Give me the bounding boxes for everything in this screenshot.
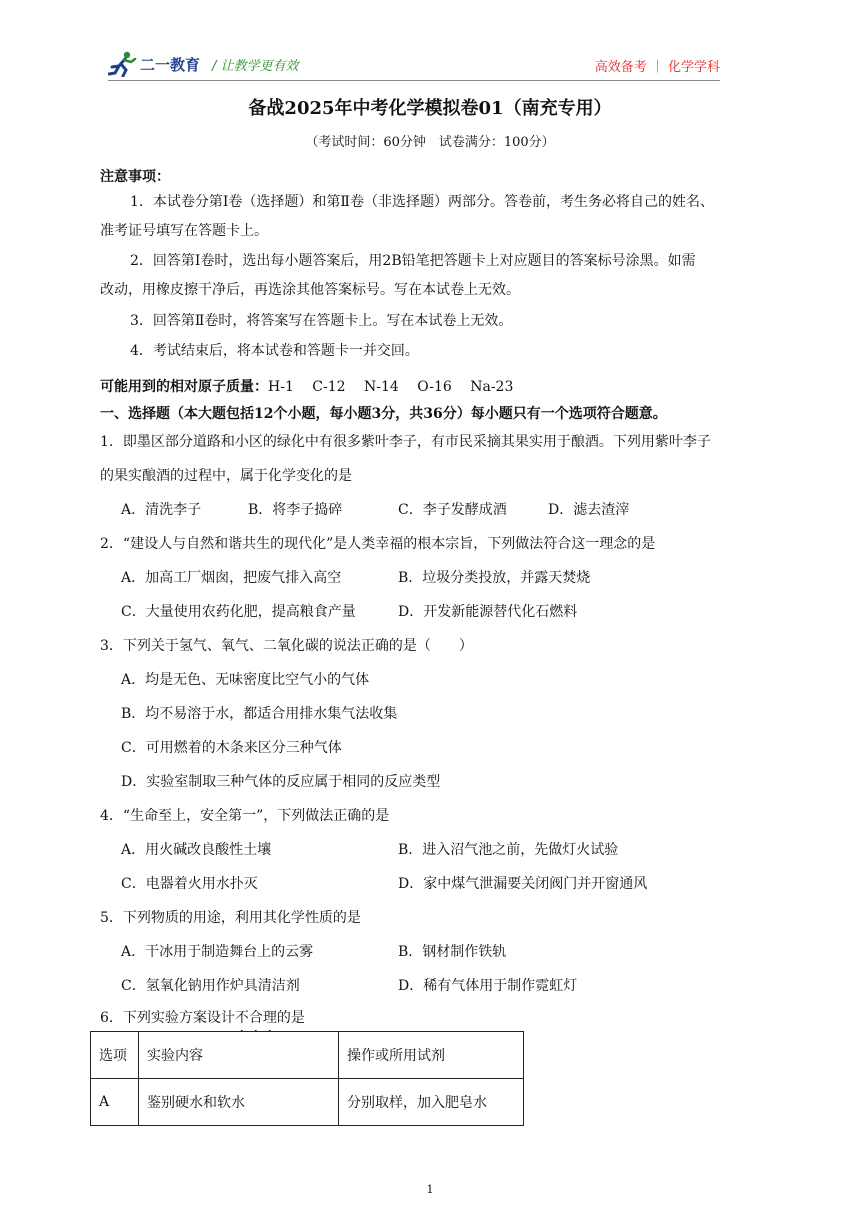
notice-item: 1．本试卷分第Ⅰ卷（选择题）和第Ⅱ卷（非选择题）两部分。答卷前，考生务必将自己的姓名、 xyxy=(130,194,714,210)
q3-option-b: B．均不易溶于水，都适合用排水集气法收集 xyxy=(121,706,398,722)
table-cell: A xyxy=(91,1079,139,1126)
experiment-table xyxy=(90,1031,524,1126)
notice-item: 2．回答第Ⅰ卷时，选出每小题答案后，用2B铅笔把答题卡上对应题目的答案标号涂黑。如需 xyxy=(130,253,696,269)
q4-option-a: A．用火碱改良酸性土壤 xyxy=(121,842,272,858)
atomic-mass-label: 可能用到的相对原子质量： xyxy=(100,379,268,395)
runner-logo-icon xyxy=(108,51,138,77)
q1-option-b: B．将李子捣碎 xyxy=(248,502,343,518)
q6-emphasis xyxy=(235,1010,277,1026)
table-header-row xyxy=(91,1032,524,1079)
question-6-stem xyxy=(100,1007,305,1027)
atomic-mass xyxy=(100,376,513,396)
q2-option-b: B．垃圾分类投放，并露天焚烧 xyxy=(398,570,591,586)
page-number: 1 xyxy=(426,1183,434,1196)
notice-item: 4．考试结束后，将本试卷和答题卡一并交回。 xyxy=(130,343,419,359)
q3-option-a: A．均是无色、无味密度比空气小的气体 xyxy=(121,672,370,688)
q3-option-d: D．实验室制取三种气体的反应属于相同的反应类型 xyxy=(121,774,441,790)
q5-option-a: A．干冰用于制造舞台上的云雾 xyxy=(121,944,314,960)
section-heading: 一、选择题（本大题包括12个小题，每小题3分，共36分）每小题只有一个选项符合题意。 xyxy=(100,406,667,422)
q2-option-c: C．大量使用农药化肥，提高粮食产量 xyxy=(121,604,356,620)
question-1-stem: 的果实酿酒的过程中，属于化学变化的是 xyxy=(100,468,352,484)
notice-item: 准考证号填写在答题卡上。 xyxy=(100,223,268,239)
q2-option-d: D．开发新能源替代化石燃料 xyxy=(398,604,578,620)
q1-option-d: D．滤去渣滓 xyxy=(548,502,630,518)
q5-option-b: B．钢材制作铁轨 xyxy=(398,944,507,960)
table-cell: 鉴别硬水和软水 xyxy=(139,1079,339,1126)
emphasis-char: 合 xyxy=(249,1007,263,1027)
notice-item: 改动，用橡皮擦干净后，再选涂其他答案标号。写在本试卷上无效。 xyxy=(100,282,520,298)
q6-stem-start: 6．下列实验方案设计 xyxy=(100,1010,235,1026)
q5-option-d: D．稀有气体用于制作霓虹灯 xyxy=(398,978,578,994)
page-header xyxy=(108,50,720,78)
q6-stem-end: 的是 xyxy=(276,1010,305,1026)
q1-option-a: A．清洗李子 xyxy=(121,502,202,518)
table-header-cell: 操作或所用试剂 xyxy=(339,1032,524,1079)
notice-heading: 注意事项： xyxy=(100,169,170,185)
page-title: 备战2025年中考化学模拟卷01（南充专用） xyxy=(248,98,612,119)
question-5-stem: 5．下列物质的用途，利用其化学性质的是 xyxy=(100,910,361,926)
logo xyxy=(108,50,299,78)
q4-option-d: D．家中煤气泄漏要关闭阀门并开窗通风 xyxy=(398,876,648,892)
q5-option-c: C．氢氧化钠用作炉具清洁剂 xyxy=(121,978,300,994)
q2-option-a: A．加高工厂烟囱，把废气排入高空 xyxy=(121,570,342,586)
q3-option-c: C．可用燃着的木条来区分三种气体 xyxy=(121,740,342,756)
table-cell: 分别取样，加入肥皂水 xyxy=(339,1079,524,1126)
table-header-cell: 选项 xyxy=(91,1032,139,1079)
question-3-stem: 3．下列关于氢气、氧气、二氧化碳的说法正确的是（ ） xyxy=(100,638,473,654)
header-divider xyxy=(108,80,720,81)
q1-option-c: C．李子发酵成酒 xyxy=(398,502,507,518)
emphasis-char: 理 xyxy=(263,1007,277,1027)
slogan: / 让教学更有效 xyxy=(212,58,299,74)
q4-option-b: B．进入沼气池之前，先做灯火试验 xyxy=(398,842,619,858)
emphasis-char: 不 xyxy=(235,1007,249,1027)
table-row xyxy=(91,1079,524,1126)
question-4-stem: 4．“生命至上，安全第一”，下列做法正确的是 xyxy=(100,808,390,824)
atomic-mass-values: H-1 C-12 N-14 O-16 Na-23 xyxy=(268,379,514,395)
question-2-stem: 2．“建设人与自然和谐共生的现代化”是人类幸福的根本宗旨，下列做法符合这一理念的是 xyxy=(100,536,656,552)
notice-item: 3．回答第Ⅱ卷时，将答案写在答题卡上。写在本试卷上无效。 xyxy=(130,313,513,329)
exam-info: （考试时间：60分钟 试卷满分：100分） xyxy=(305,135,555,150)
table-header-cell: 实验内容 xyxy=(139,1032,339,1079)
question-1-stem: 1．即墨区部分道路和小区的绿化中有很多紫叶李子，有市民采摘其果实用于酿酒。下列用紫叶李子 xyxy=(100,434,711,450)
q4-option-c: C．电器着火用水扑灭 xyxy=(121,876,258,892)
logo-text: 二一教育 xyxy=(140,55,201,74)
header-subject: 高效备考 ｜ 化学学科 xyxy=(594,60,720,75)
